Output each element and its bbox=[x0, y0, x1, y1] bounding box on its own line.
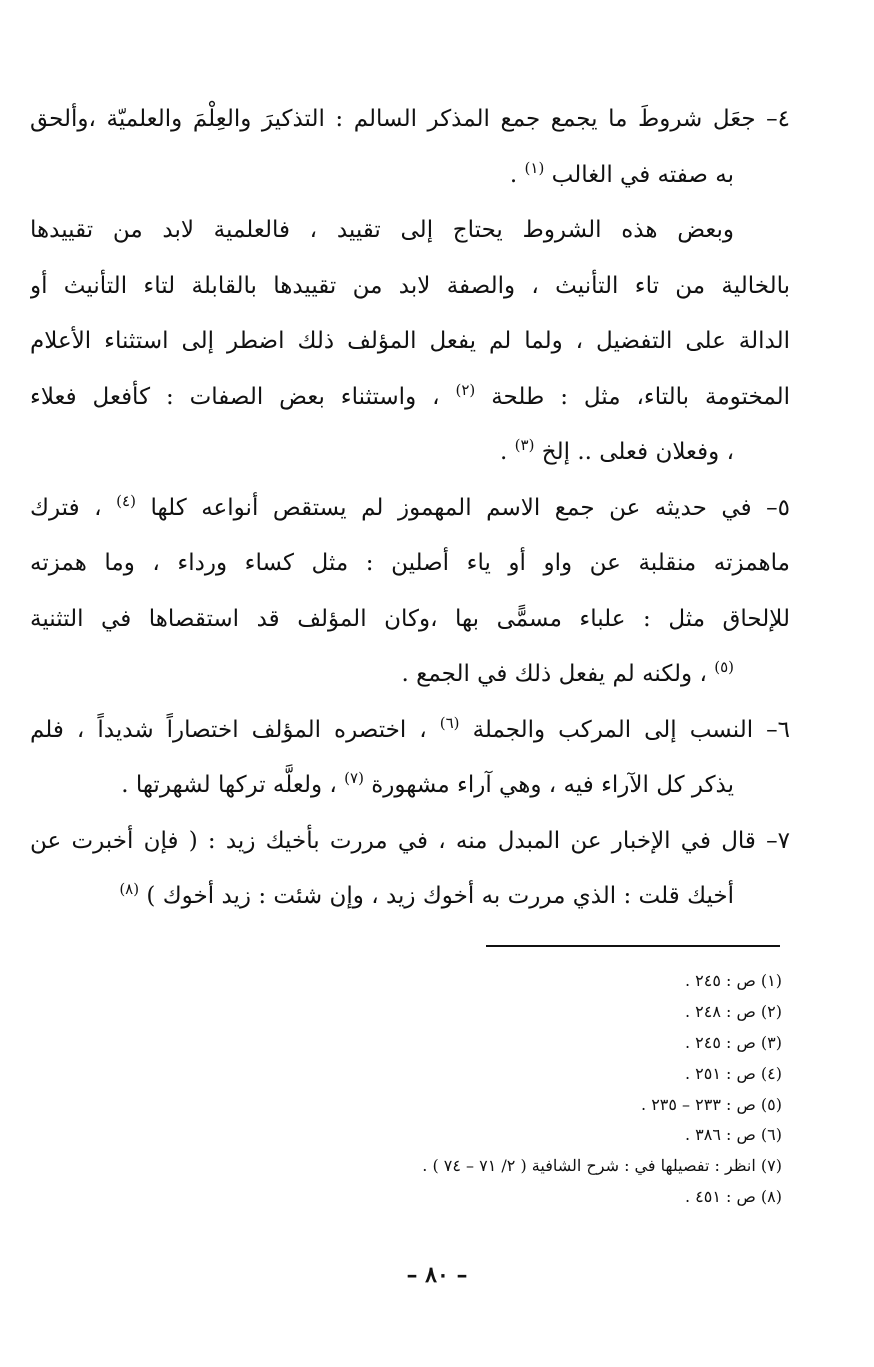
text-span: المختومة بالتاء، مثل : طلحة bbox=[491, 383, 790, 410]
text-span: ٥– في حديثه عن جمع الاسم المهموز لم يستقص أنواعه كلها bbox=[150, 494, 790, 521]
text-line bbox=[30, 259, 790, 315]
text-span: وبعض هذه الشروط يحتاج إلى تقييد ، فالعلمية لابد من تقييدها bbox=[30, 217, 734, 243]
footnote-divider bbox=[486, 945, 780, 947]
text-line bbox=[30, 758, 734, 814]
footnote-ref[interactable]: (٦) bbox=[439, 713, 460, 732]
text-span: يذكر كل الآراء فيه ، وهي آراء مشهورة bbox=[371, 772, 734, 798]
text-line bbox=[30, 869, 734, 925]
text-span: الدالة على التفضيل ، ولما لم يفعل المؤلف ذلك اضطر إلى استثناء الأعلام bbox=[30, 328, 790, 354]
text-span: ، فترك bbox=[30, 494, 102, 521]
text-line bbox=[30, 148, 734, 204]
footnote-item: (٢) ص : ٢٤٨ . bbox=[684, 1001, 782, 1021]
text-span: ، وفعلان فعلى .. إلخ bbox=[541, 439, 734, 465]
text-span: به صفته في الغالب bbox=[551, 161, 734, 188]
footnote-ref[interactable]: (٨) bbox=[119, 880, 140, 898]
footnote-ref[interactable]: (٣) bbox=[514, 436, 535, 454]
text-span: . bbox=[500, 439, 508, 465]
text-span: ، ولعلَّه تركها لشهرتها . bbox=[121, 772, 337, 798]
text-line bbox=[30, 536, 790, 592]
text-line bbox=[30, 370, 790, 426]
text-span: أخيك قلت : الذي مررت به أخوك زيد ، وإن شئت : زيد أخوك ) bbox=[146, 883, 734, 909]
text-line bbox=[30, 92, 790, 148]
footnote-item: (١) ص : ٢٤٥ . bbox=[684, 971, 782, 990]
text-span: ٤– جعَل شروطَ ما يجمع جمع المذكر السالم : التذكيرَ والعِلْمَ والعلميّة ،وألحق bbox=[30, 106, 790, 132]
text-line bbox=[30, 425, 734, 481]
main-text bbox=[30, 92, 790, 925]
text-span: ٧– قال في الإخبار عن المبدل منه ، في مررت بأخيك زيد : ( فإن أخبرت عن bbox=[30, 827, 790, 854]
text-span: ٦– النسب إلى المركب والجملة bbox=[472, 716, 790, 743]
text-line bbox=[30, 592, 790, 648]
text-line bbox=[30, 314, 790, 370]
footnote-ref[interactable]: (٤) bbox=[116, 491, 136, 510]
text-span: ، ولكنه لم يفعل ذلك في الجمع . bbox=[401, 661, 707, 687]
text-line bbox=[30, 203, 734, 259]
text-line bbox=[30, 814, 790, 870]
footnote-item: (٤) ص : ٢٥١ . bbox=[684, 1063, 782, 1083]
text-span: بالخالية من تاء التأنيث ، والصفة لابد من تقييدها بالقابلة لتاء التأنيث أو bbox=[30, 272, 790, 299]
footnote-item: (٥) ص : ٢٣٣ – ٢٣٥ . bbox=[641, 1094, 782, 1114]
text-line bbox=[30, 703, 790, 759]
footnote-item: (٦) ص : ٣٨٦ . bbox=[684, 1125, 782, 1145]
text-line bbox=[30, 481, 790, 537]
page-number: – ٨٠ – bbox=[406, 1262, 468, 1288]
footnote-ref[interactable]: (٥) bbox=[714, 658, 734, 676]
text-line bbox=[30, 647, 734, 703]
text-span: ماهمزته منقلبة عن واو أو ياء أصلين : مثل كساء ورداء ، وما همزته bbox=[30, 550, 790, 576]
footnotes bbox=[300, 966, 782, 1213]
text-span: للإلحاق مثل : علباء مسمًّى بها ،وكان المؤلف قد استقصاها في التثنية bbox=[30, 605, 790, 632]
footnote-ref[interactable]: (٢) bbox=[455, 380, 476, 399]
footnote-item: (٧) انظر : تفصيلها في : شرح الشافية ( ٢/ ٧١ – ٧٤ ) . bbox=[422, 1156, 782, 1176]
text-span: ، اختصره المؤلف اختصاراً شديداً ، فلم bbox=[30, 716, 427, 743]
text-span: . bbox=[509, 161, 518, 188]
footnote-ref[interactable]: (٧) bbox=[344, 769, 364, 787]
footnote-ref[interactable]: (١) bbox=[524, 158, 545, 177]
footnote-item: (٣) ص : ٢٤٥ . bbox=[684, 1032, 782, 1052]
footnote-item: (٨) ص : ٤٥١ . bbox=[684, 1187, 782, 1207]
text-span: ، واستثناء بعض الصفات : كأفعل فعلاء bbox=[30, 383, 440, 410]
